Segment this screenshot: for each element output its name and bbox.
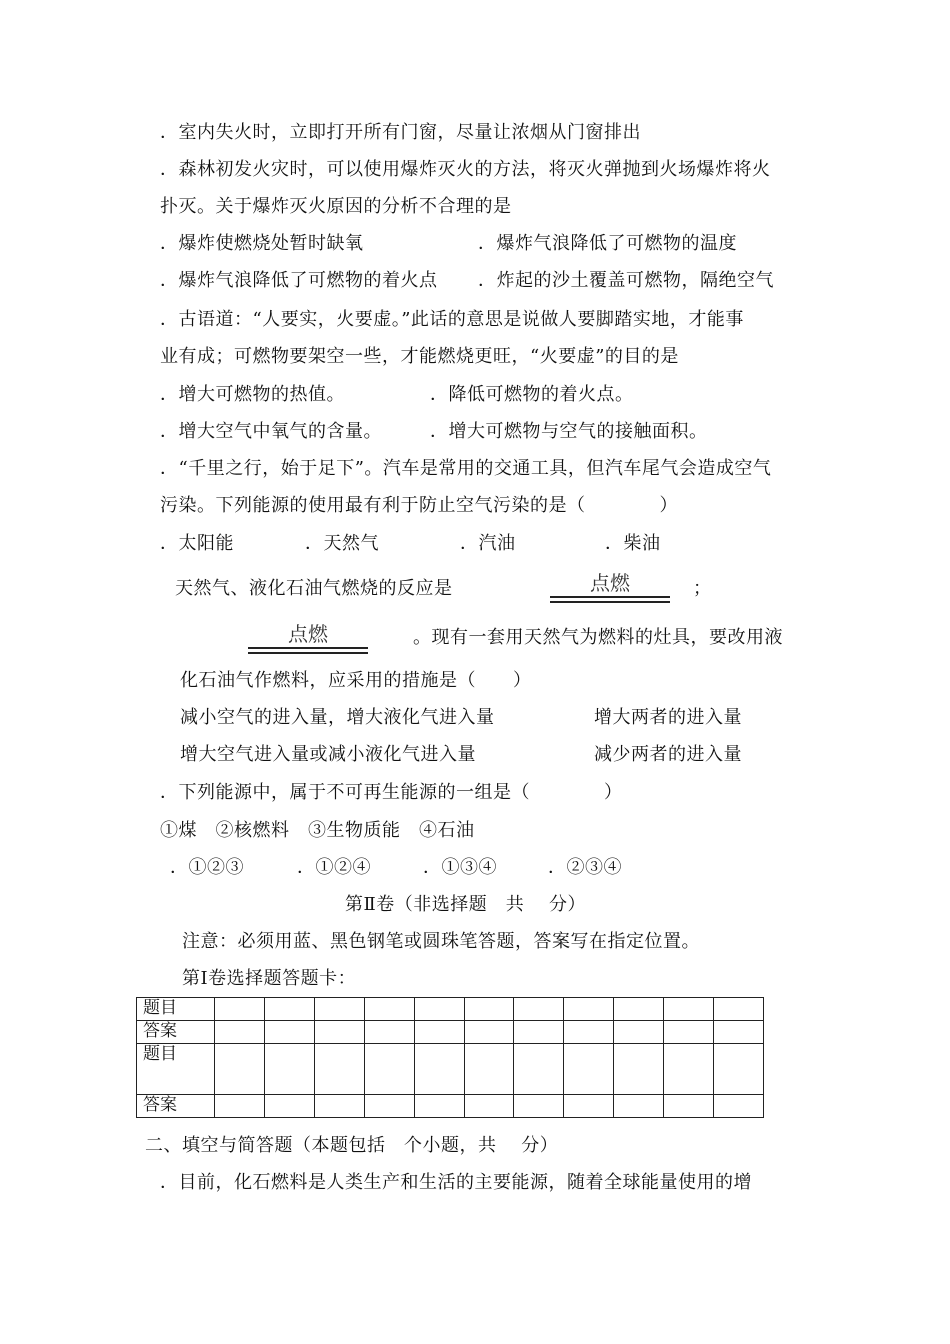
table-cell[interactable] bbox=[514, 998, 564, 1021]
table-cell[interactable] bbox=[514, 1021, 564, 1044]
table-cell[interactable] bbox=[714, 998, 764, 1021]
table-cell[interactable] bbox=[714, 1021, 764, 1044]
row-header: 答案 bbox=[137, 1095, 215, 1118]
question-text: 。现有一套用天然气为燃料的灶具，要改用液 bbox=[413, 627, 783, 648]
question-text: 污染。下列能源的使用最有利于防止空气污染的是（ ） bbox=[160, 495, 678, 516]
equation-bar bbox=[248, 647, 368, 649]
question-text: ①煤 ②核燃料 ③生物质能 ④石油 bbox=[160, 820, 475, 841]
option-d: ．柴油 bbox=[605, 533, 661, 554]
section-title: 二、填空与简答题（本题包括 个小题，共 分） bbox=[145, 1135, 559, 1156]
equation-bar bbox=[550, 596, 670, 598]
row-header: 答案 bbox=[137, 1021, 215, 1044]
option-b: 增大两者的进入量 bbox=[594, 707, 742, 728]
reaction-condition bbox=[550, 572, 670, 612]
question-text: 天然气、液化石油气燃烧的反应是 bbox=[175, 578, 453, 599]
table-cell[interactable] bbox=[614, 998, 664, 1021]
row-header: 题目 bbox=[137, 998, 215, 1021]
equation-bar bbox=[550, 601, 670, 603]
table-cell[interactable] bbox=[714, 1095, 764, 1118]
option-c: ．爆炸气浪降低了可燃物的着火点 bbox=[160, 270, 438, 291]
option-b: ．爆炸气浪降低了可燃物的温度 bbox=[478, 233, 737, 254]
table-cell[interactable] bbox=[414, 1095, 464, 1118]
option-c: ．增大空气中氧气的含量。 bbox=[160, 421, 382, 442]
option-a: ．太阳能 bbox=[160, 533, 234, 554]
table-cell[interactable] bbox=[564, 1095, 614, 1118]
option-a: ．增大可燃物的热值。 bbox=[160, 384, 345, 405]
table-cell[interactable] bbox=[364, 1021, 414, 1044]
answer-card-title: 第Ⅰ卷选择题答题卡： bbox=[182, 968, 357, 989]
table-cell[interactable] bbox=[614, 1044, 664, 1095]
option-d: ．增大可燃物与空气的接触面积。 bbox=[430, 421, 708, 442]
option-b: ．降低可燃物的着火点。 bbox=[430, 384, 634, 405]
table-cell[interactable] bbox=[614, 1095, 664, 1118]
table-cell[interactable] bbox=[215, 1095, 265, 1118]
table-cell[interactable] bbox=[264, 1095, 314, 1118]
table-cell[interactable] bbox=[414, 998, 464, 1021]
section-title: 第Ⅱ卷（非选择题 共 分） bbox=[345, 894, 586, 915]
question-text: ．下列能源中，属于不可再生能源的一组是（ ） bbox=[160, 782, 623, 803]
table-cell[interactable] bbox=[564, 1044, 614, 1095]
table-cell[interactable] bbox=[414, 1021, 464, 1044]
table-cell[interactable] bbox=[664, 998, 714, 1021]
question-text: ．古语道：“人要实，火要虚。”此话的意思是说做人要脚踏实地，才能事 bbox=[160, 309, 744, 330]
table-cell[interactable] bbox=[364, 998, 414, 1021]
question-text: ．森林初发火灾时，可以使用爆炸灭火的方法，将灭火弹抛到火场爆炸将火 bbox=[160, 159, 771, 180]
table-cell[interactable] bbox=[215, 1044, 265, 1095]
table-row bbox=[137, 1044, 764, 1095]
table-cell[interactable] bbox=[414, 1044, 464, 1095]
table-cell[interactable] bbox=[314, 1095, 364, 1118]
table-cell[interactable] bbox=[664, 1044, 714, 1095]
option-b: ．天然气 bbox=[305, 533, 379, 554]
reaction-condition bbox=[248, 623, 368, 663]
table-cell[interactable] bbox=[614, 1021, 664, 1044]
table-cell[interactable] bbox=[464, 1021, 514, 1044]
option-d: ．②③④ bbox=[548, 857, 622, 878]
table-cell[interactable] bbox=[264, 1021, 314, 1044]
option-a: ．①②③ bbox=[170, 857, 244, 878]
question-text: ．目前，化石燃料是人类生产和生活的主要能源，随着全球能量使用的增 bbox=[160, 1172, 752, 1193]
table-cell[interactable] bbox=[564, 1021, 614, 1044]
table-cell[interactable] bbox=[364, 1044, 414, 1095]
option-a: 减小空气的进入量，增大液化气进入量 bbox=[180, 707, 495, 728]
table-cell[interactable] bbox=[714, 1044, 764, 1095]
table-cell[interactable] bbox=[514, 1095, 564, 1118]
table-cell[interactable] bbox=[264, 1044, 314, 1095]
row-header: 题目 bbox=[137, 1044, 215, 1095]
equation-bar bbox=[248, 652, 368, 654]
table-row bbox=[137, 1021, 764, 1044]
question-text: ．“千里之行，始于足下”。汽车是常用的交通工具，但汽车尾气会造成空气 bbox=[160, 458, 772, 479]
answer-card-table bbox=[136, 997, 764, 1118]
text-line: ．室内失火时，立即打开所有门窗，尽量让浓烟从门窗排出 bbox=[160, 122, 641, 143]
equation-end: ； bbox=[693, 578, 712, 599]
table-cell[interactable] bbox=[514, 1044, 564, 1095]
table-cell[interactable] bbox=[464, 1044, 514, 1095]
reaction-condition-label: 点燃 bbox=[590, 571, 630, 595]
option-c: 增大空气进入量或减小液化气进入量 bbox=[180, 744, 476, 765]
question-text: 化石油气作燃料，应采用的措施是（ ） bbox=[180, 670, 532, 691]
table-cell[interactable] bbox=[314, 998, 364, 1021]
question-text: 业有成；可燃物要架空一些，才能燃烧更旺，“火要虚”的目的是 bbox=[160, 346, 679, 367]
notice-text: 注意：必须用蓝、黑色钢笔或圆珠笔答题，答案写在指定位置。 bbox=[182, 931, 700, 952]
table-row bbox=[137, 1095, 764, 1118]
table-row bbox=[137, 998, 764, 1021]
table-cell[interactable] bbox=[264, 998, 314, 1021]
table-cell[interactable] bbox=[564, 998, 614, 1021]
table-cell[interactable] bbox=[664, 1021, 714, 1044]
option-a: ．爆炸使燃烧处暂时缺氧 bbox=[160, 233, 364, 254]
option-b: ．①②④ bbox=[297, 857, 371, 878]
table-cell[interactable] bbox=[215, 1021, 265, 1044]
table-cell[interactable] bbox=[215, 998, 265, 1021]
table-cell[interactable] bbox=[364, 1095, 414, 1118]
table-cell[interactable] bbox=[314, 1021, 364, 1044]
table-cell[interactable] bbox=[314, 1044, 364, 1095]
question-text: 扑灭。关于爆炸灭火原因的分析不合理的是 bbox=[160, 196, 512, 217]
table-cell[interactable] bbox=[464, 1095, 514, 1118]
option-d: 减少两者的进入量 bbox=[594, 744, 742, 765]
table-cell[interactable] bbox=[464, 998, 514, 1021]
option-c: ．汽油 bbox=[460, 533, 516, 554]
option-d: ．炸起的沙土覆盖可燃物，隔绝空气 bbox=[478, 270, 774, 291]
reaction-condition-label: 点燃 bbox=[288, 622, 328, 646]
option-c: ．①③④ bbox=[423, 857, 497, 878]
table-cell[interactable] bbox=[664, 1095, 714, 1118]
